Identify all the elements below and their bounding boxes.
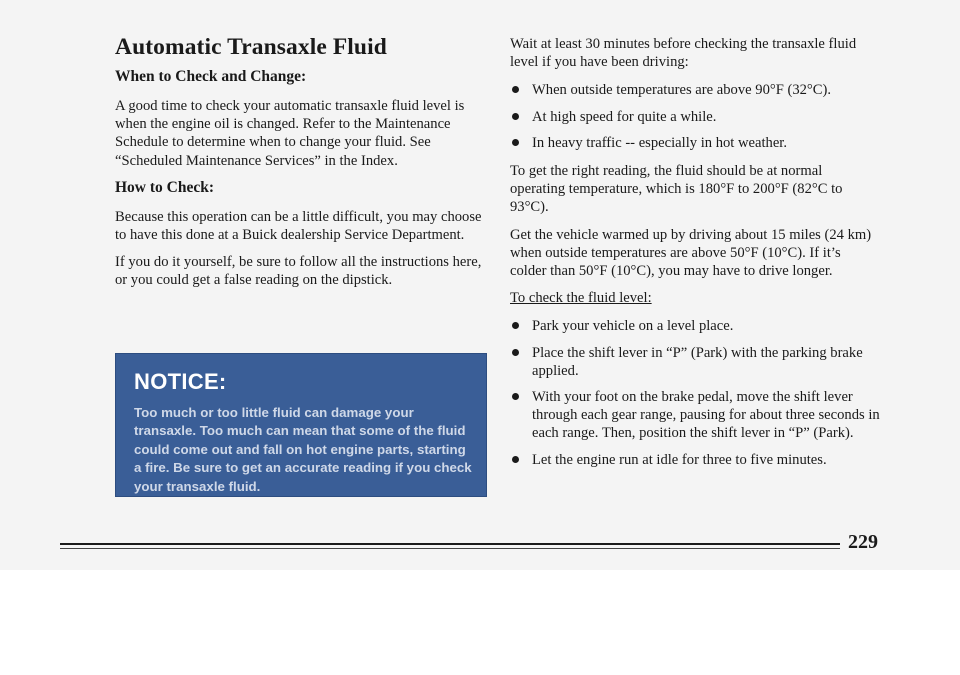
footer-rule [60, 543, 840, 545]
list-item: When outside temperatures are above 90°F (32°C). [510, 81, 880, 99]
check-fluid-subheading: To check the fluid level: [510, 290, 652, 307]
list-item: Let the engine run at idle for three to five minutes. [510, 451, 880, 469]
page-number: 229 [848, 531, 878, 553]
bullet-icon [512, 393, 519, 400]
bullet-icon [512, 349, 519, 356]
list-item: With your foot on the brake pedal, move the shift lever through each gear range, pausing for about three seconds in each range. Then, position the shift lever in “P” (Park). [510, 388, 880, 443]
section-title: Automatic Transaxle Fluid [115, 34, 387, 60]
bullet-icon [512, 86, 519, 93]
warm-up-text: Get the vehicle warmed up by driving about 15 miles (24 km) when outside temperatures are above 50°F (10°C). If it’s colder than 50°F (10°C), you may have to drive longer. [510, 226, 872, 280]
notice-title: NOTICE: [134, 369, 227, 394]
how-to-check-heading: How to Check: [115, 178, 215, 196]
bullet-icon [512, 456, 519, 463]
right-column [510, 35, 880, 469]
page-margin [0, 570, 960, 675]
wait-text: Wait at least 30 minutes before checking the transaxle fluid level if you have been driving: [510, 36, 857, 71]
list-item: In heavy traffic -- especially in hot weather. [510, 134, 880, 152]
check-bullet-list [510, 317, 880, 468]
when-to-check-text: A good time to check your automatic transaxle fluid level is when the engine oil is changed. Refer to the Maintenance Schedule to determine when to change your fluid. See “Scheduled Maintenance Services” in the Index. [115, 98, 465, 169]
bullet-icon [512, 139, 519, 146]
list-item: Park your vehicle on a level place. [510, 317, 880, 335]
when-to-check-heading: When to Check and Change: [115, 68, 307, 85]
how-to-check-text-2: If you do it yourself, be sure to follow all the instructions here, or you could get a false reading on the dipstick. [115, 254, 482, 289]
footer-rule-thin [60, 548, 840, 549]
how-to-check-text-1: Because this operation can be a little difficult, you may choose to have this done at a Buick dealership Service Department. [115, 208, 482, 244]
list-item: At high speed for quite a while. [510, 108, 880, 126]
notice-body: Too much or too little fluid can damage your transaxle. Too much can mean that some of the fluid could come out and fall on hot engine parts, starting a fire. Be sure to get an accurate reading if you check your transaxle fluid. [134, 405, 472, 494]
notice-box [115, 353, 487, 497]
bullet-icon [512, 322, 519, 329]
wait-bullet-list [510, 81, 880, 152]
reading-text: To get the right reading, the fluid should be at normal operating temperature, which is 180°F to 200°F (82°C to 93°C). [510, 163, 843, 216]
bullet-icon [512, 113, 519, 120]
list-item: Place the shift lever in “P” (Park) with the parking brake applied. [510, 344, 880, 380]
left-column [115, 32, 487, 290]
